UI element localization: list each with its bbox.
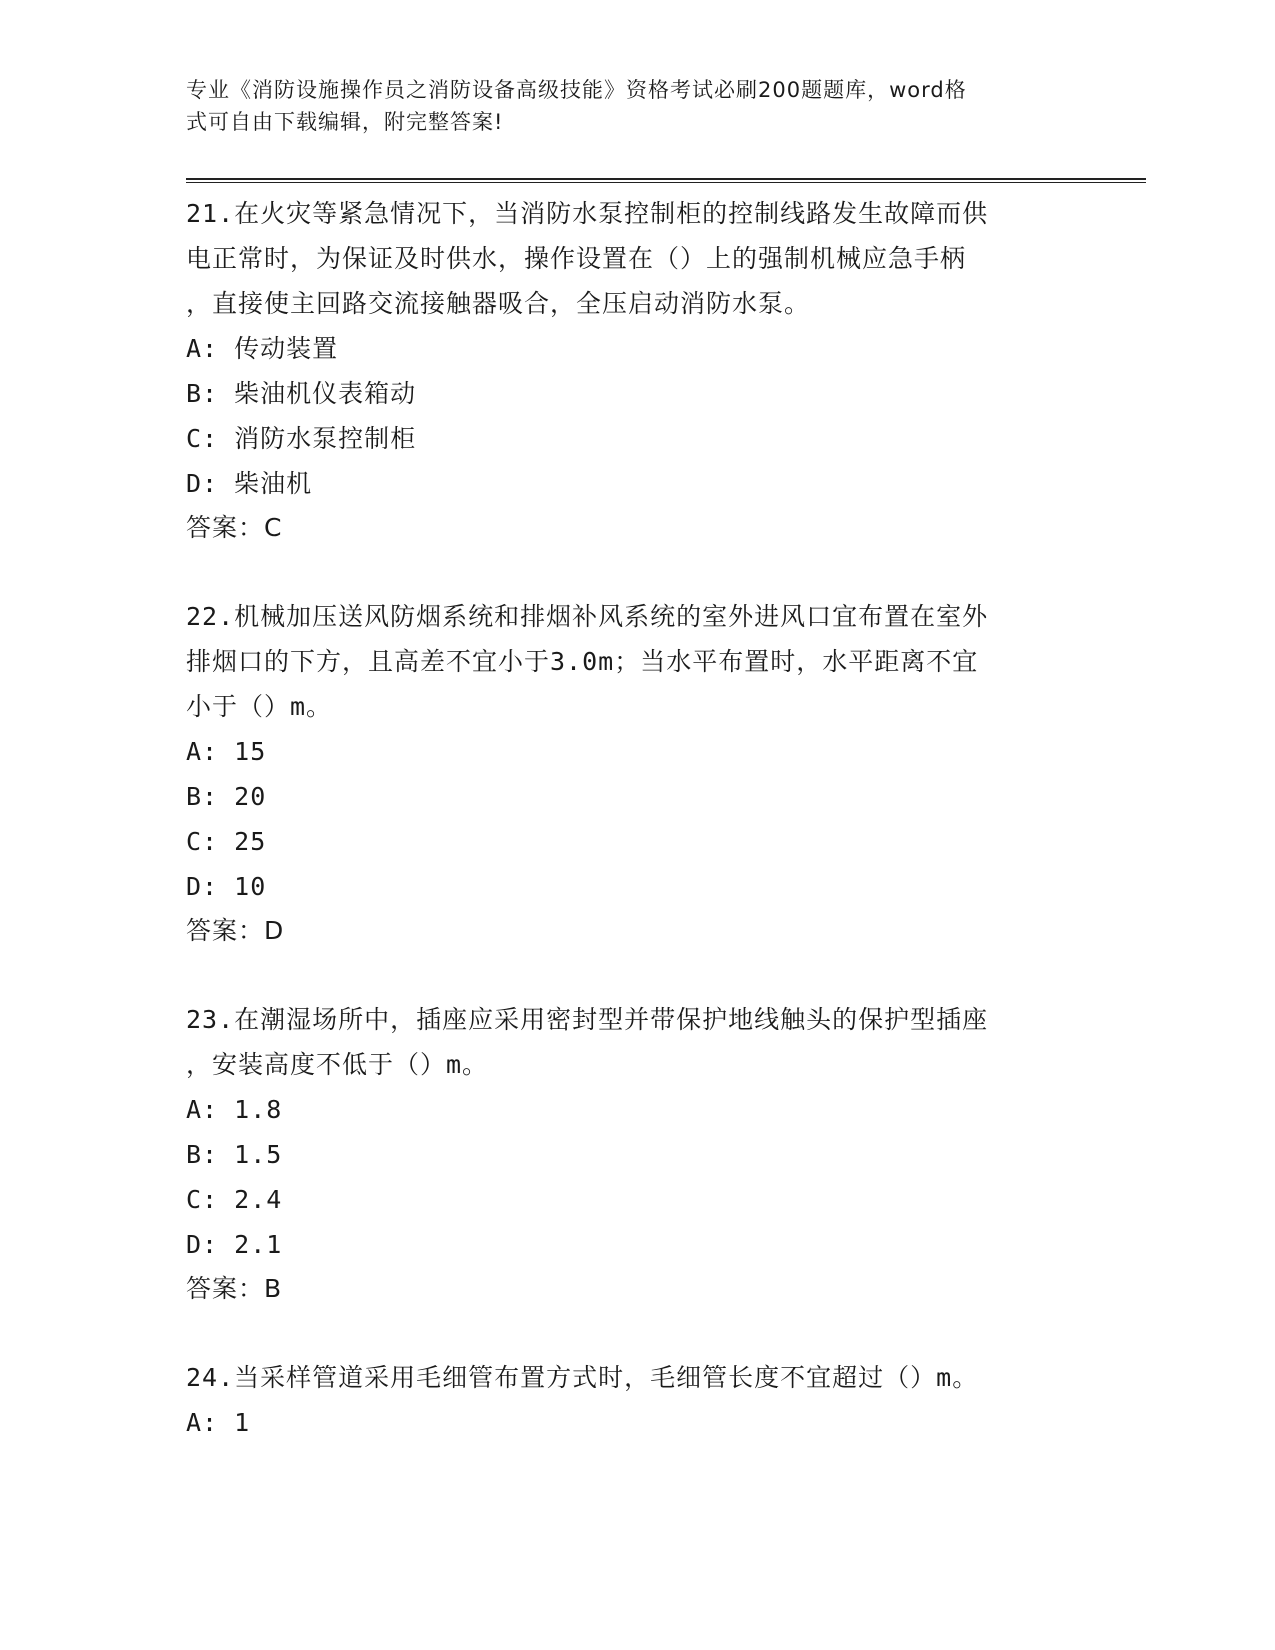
option-c: C: 消防水泵控制柜 <box>186 424 417 453</box>
option-a: A: 1.8 <box>186 1095 283 1124</box>
question-stem-line: ，安装高度不低于（）m。 <box>186 1050 489 1079</box>
question-stem-line: 22.机械加压送风防烟系统和排烟补风系统的室外进风口宜布置在室外 <box>186 602 989 631</box>
answer: 答案：D <box>186 916 285 945</box>
option-d: D: 柴油机 <box>186 469 313 498</box>
question-stem-line: 21.在火灾等紧急情况下，当消防水泵控制柜的控制线路发生故障而供 <box>186 199 989 228</box>
question-stem-line: 23.在潮湿场所中，插座应采用密封型并带保护地线触头的保护型插座 <box>186 1005 989 1034</box>
option-d: D: 2.1 <box>186 1230 283 1259</box>
option-b: B: 20 <box>186 782 267 811</box>
option-a: A: 传动装置 <box>186 334 339 363</box>
option-c: C: 2.4 <box>186 1185 283 1214</box>
question-stem-line: 小于（）m。 <box>186 692 333 721</box>
question-stem-line: ，直接使主回路交流接触器吸合，全压启动消防水泵。 <box>186 289 811 318</box>
answer: 答案：B <box>186 1274 283 1303</box>
question-list <box>186 191 1086 1489</box>
question-23 <box>186 997 1086 1311</box>
option-b: B: 1.5 <box>186 1140 283 1169</box>
question-24 <box>186 1355 1086 1445</box>
option-d: D: 10 <box>186 872 267 901</box>
question-stem-line: 排烟口的下方，且高差不宜小于3.0m；当水平布置时，水平距离不宜 <box>186 647 979 676</box>
option-a: A: 1 <box>186 1408 251 1437</box>
document-page <box>186 0 1146 1650</box>
question-stem-line: 电正常时，为保证及时供水，操作设置在（）上的强制机械应急手柄 <box>186 244 967 273</box>
option-b: B: 柴油机仪表箱动 <box>186 379 417 408</box>
question-22 <box>186 594 1086 953</box>
header-divider <box>186 178 1146 183</box>
document-header <box>186 74 1086 138</box>
header-title-line-1: 专业《消防设施操作员之消防设备高级技能》资格考试必刷200题题库，word格 <box>186 78 967 102</box>
question-stem-line: 24.当采样管道采用毛细管布置方式时，毛细管长度不宜超过（）m。 <box>186 1363 979 1392</box>
header-title-line-2: 式可自由下载编辑，附完整答案! <box>186 110 504 134</box>
option-c: C: 25 <box>186 827 267 856</box>
answer: 答案：C <box>186 513 283 542</box>
option-a: A: 15 <box>186 737 267 766</box>
question-21 <box>186 191 1086 550</box>
